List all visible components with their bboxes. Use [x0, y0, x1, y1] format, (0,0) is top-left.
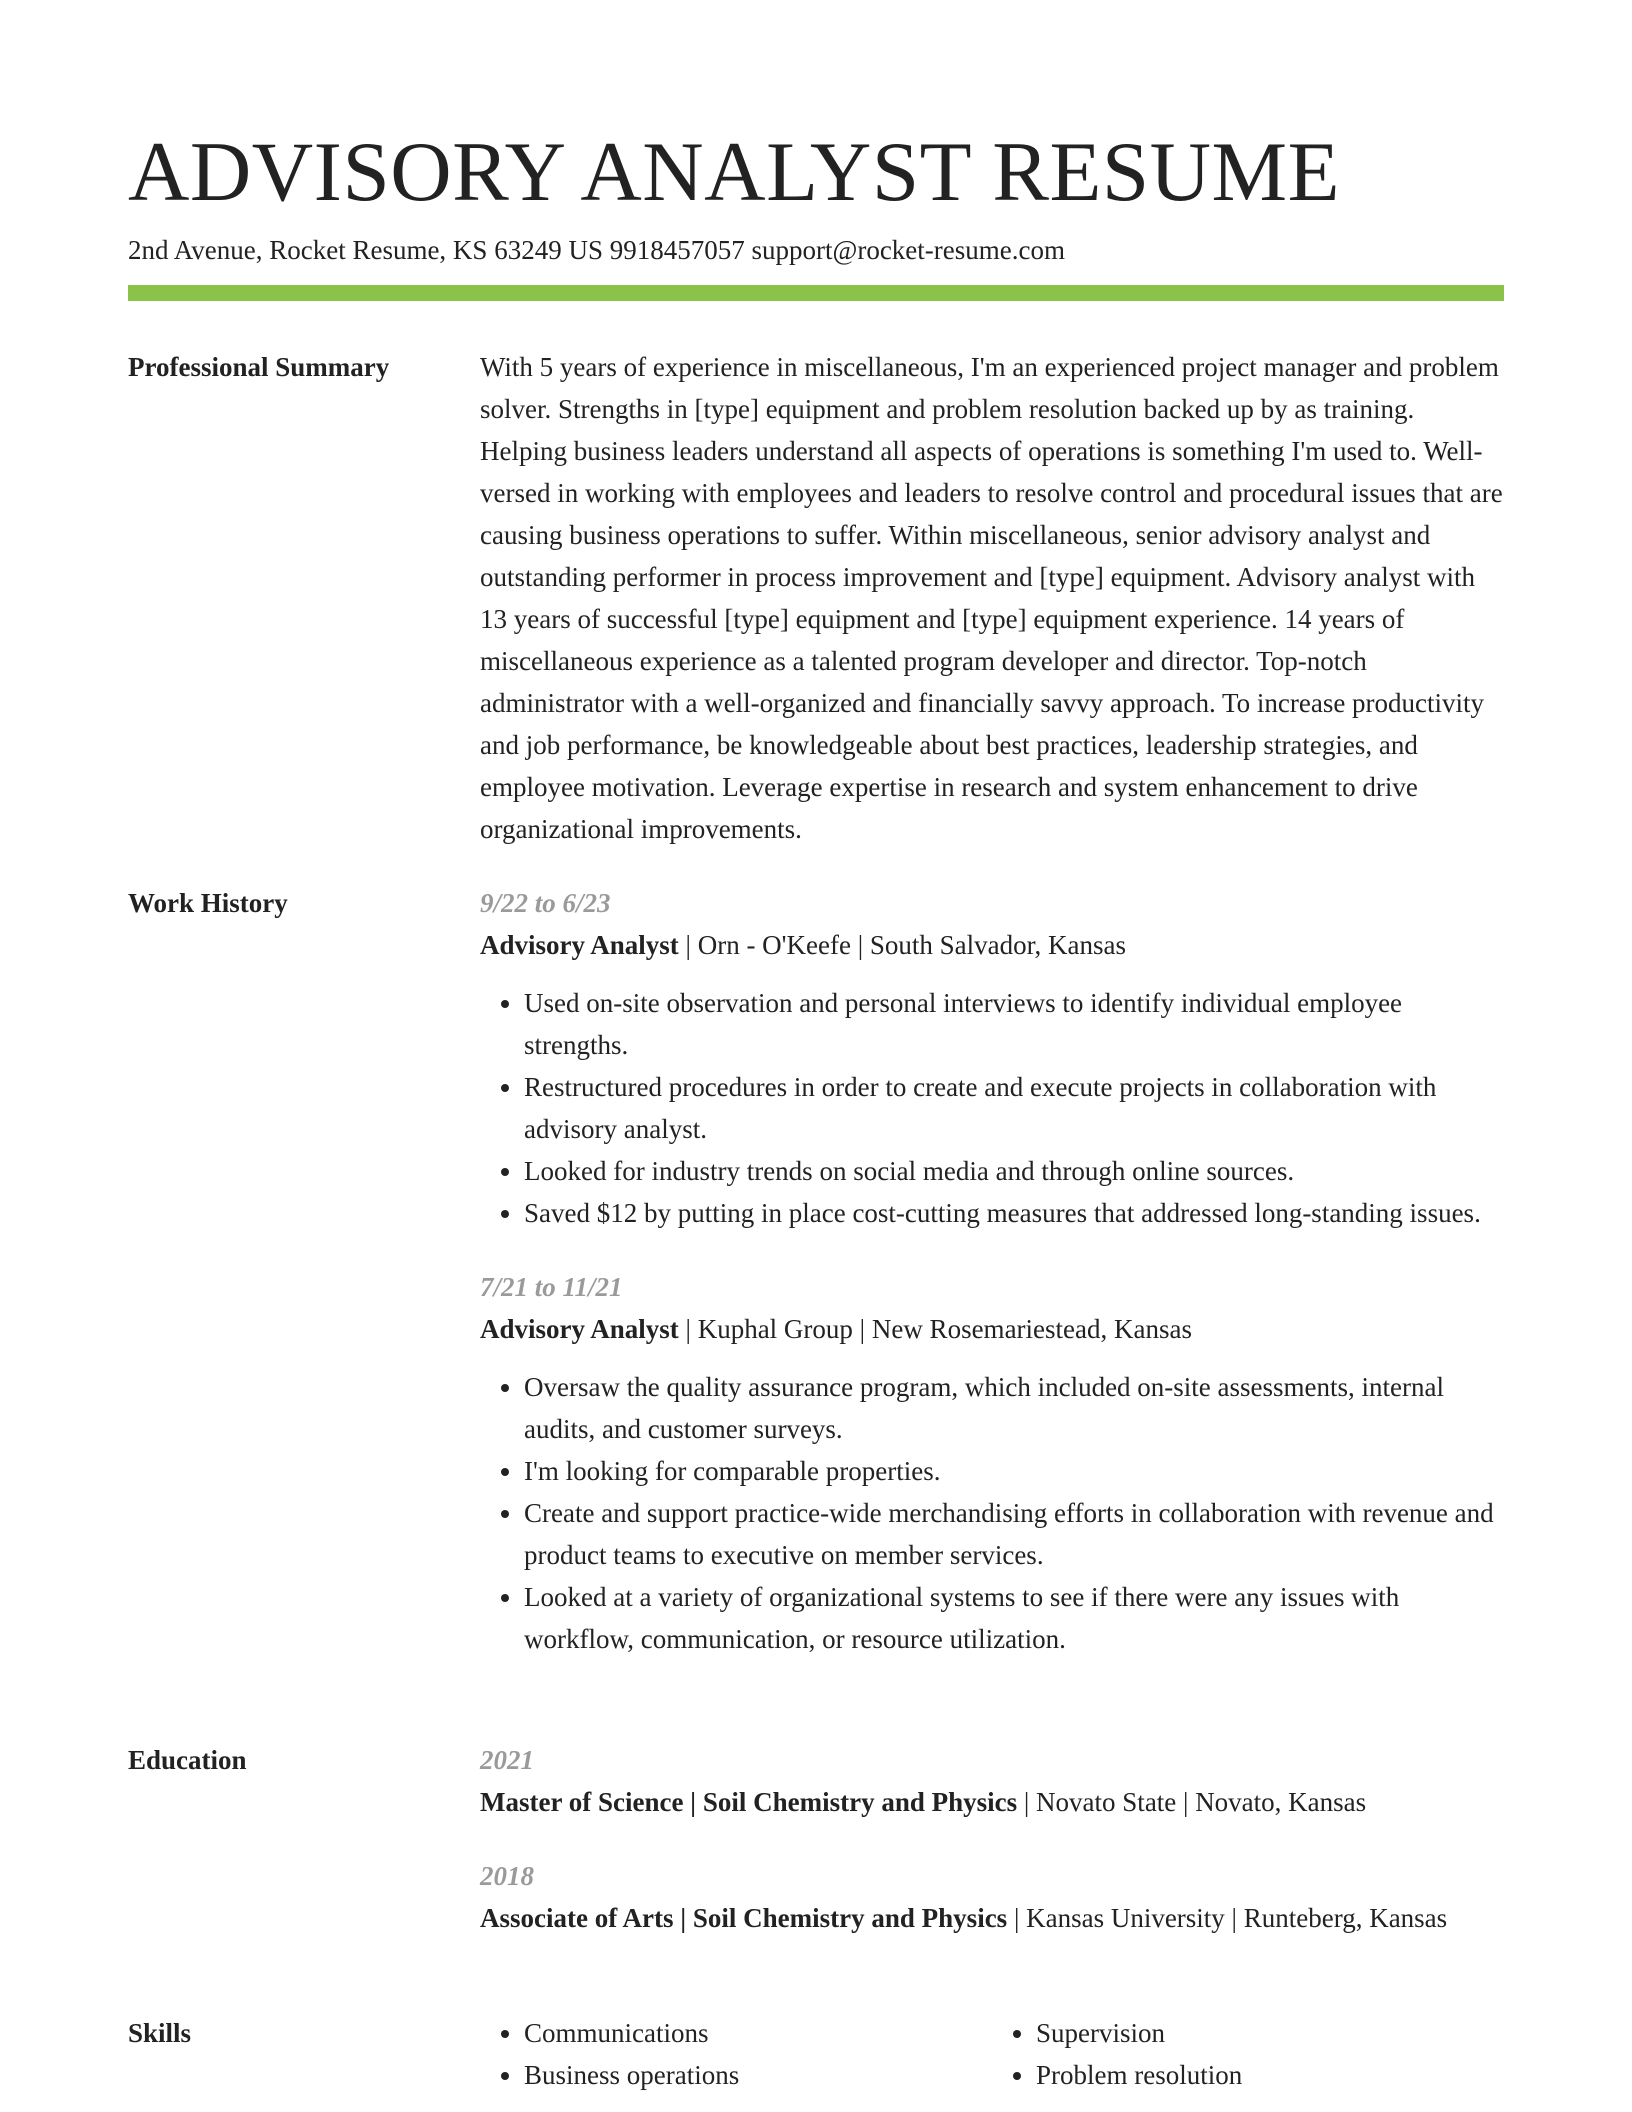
header-divider	[128, 285, 1504, 301]
list-item: • Restructured procedures in order to create and execute projects in collaboration with advisory analyst.	[524, 1066, 1504, 1150]
skills-columns	[480, 2012, 1504, 2096]
list-item: • Looked for industry trends on social media and through online sources.	[524, 1150, 1504, 1192]
education-details: | Novato State | Novato, Kansas	[1017, 1787, 1367, 1817]
education-date: 2018	[480, 1861, 534, 1891]
list-item: • Used on-site observation and personal interviews to identify individual employee strengths.	[524, 982, 1504, 1066]
job-bullets	[480, 1366, 1504, 1660]
job-bullets	[480, 982, 1504, 1234]
skills-body	[480, 2012, 1504, 2096]
skills-list-right	[992, 2012, 1504, 2096]
list-item: • Looked at a variety of organizational systems to see if there were any issues with workflow, communication, or resource utilization.	[524, 1576, 1504, 1660]
job-date: 7/21 to 11/21	[480, 1272, 623, 1302]
education-entry	[480, 1739, 1504, 1823]
skill-item: • Supervision	[1036, 2012, 1504, 2054]
skill-item: • Problem resolution	[1036, 2054, 1504, 2096]
list-item: • Oversaw the quality assurance program, which included on-site assessments, internal audits, and customer surveys.	[524, 1366, 1504, 1450]
section-label-work-history: Work History	[128, 888, 288, 918]
job-date: 9/22 to 6/23	[480, 888, 611, 918]
list-item: • Create and support practice-wide merchandising efforts in collaboration with revenue and product teams to executive on member services.	[524, 1492, 1504, 1576]
list-item: • Saved $12 by putting in place cost-cutting measures that addressed long-standing issues.	[524, 1192, 1504, 1234]
education-line	[480, 1897, 1504, 1939]
job-entry	[480, 882, 1504, 1234]
education-date: 2021	[480, 1745, 534, 1775]
skill-item: • Communications	[524, 2012, 992, 2054]
skill-item: • Business operations	[524, 2054, 992, 2096]
resume-title: ADVISORY ANALYST RESUME	[128, 125, 1341, 219]
summary-text: With 5 years of experience in miscellaneous, I'm an experienced project manager and problem solver. Strengths in [type] equipment and problem resolution backed up by as training. Helping business leaders understand all aspects of operations is something I'm used to. Well-versed in working with employees and leaders to resolve control and procedural issues that are causing business operations to suffer. Within miscellaneous, senior advisory analyst and outstanding performer in process improvement and [type] equipment. Advisory analyst with 13 years of successful [type] equipment and [type] equipment experience. 14 years of miscellaneous experience as a talented program developer and director. Top-notch administrator with a well-organized and financially savvy approach. To increase productivity and job performance, be knowledgeable about best practices, leadership strategies, and employee motivation. Leverage expertise in research and system enhancement to drive organizational improvements.	[480, 352, 1503, 844]
job-role-line	[480, 1308, 1504, 1350]
education-details: | Kansas University | Runteberg, Kansas	[1007, 1903, 1448, 1933]
section-label-summary: Professional Summary	[128, 352, 390, 382]
job-title: Advisory Analyst	[480, 930, 679, 960]
skills-list-left	[480, 2012, 992, 2096]
work-history-body	[480, 882, 1504, 1692]
education-degree: Master of Science | Soil Chemistry and Physics	[480, 1787, 1018, 1817]
job-title: Advisory Analyst	[480, 1314, 679, 1344]
education-entry	[480, 1855, 1504, 1939]
job-details: | Kuphal Group | New Rosemariestead, Kansas	[678, 1314, 1192, 1344]
education-degree: Associate of Arts | Soil Chemistry and Physics	[480, 1903, 1008, 1933]
job-role-line	[480, 924, 1504, 966]
section-label-education: Education	[128, 1745, 247, 1775]
section-label-skills: Skills	[128, 2018, 192, 2048]
education-line	[480, 1781, 1504, 1823]
summary-body	[480, 346, 1504, 850]
job-details: | Orn - O'Keefe | South Salvador, Kansas	[678, 930, 1127, 960]
list-item: • I'm looking for comparable properties.	[524, 1450, 1504, 1492]
education-body	[480, 1739, 1504, 1971]
contact-info: 2nd Avenue, Rocket Resume, KS 63249 US 9918457057 support@rocket-resume.com	[128, 235, 1065, 265]
job-entry	[480, 1266, 1504, 1660]
